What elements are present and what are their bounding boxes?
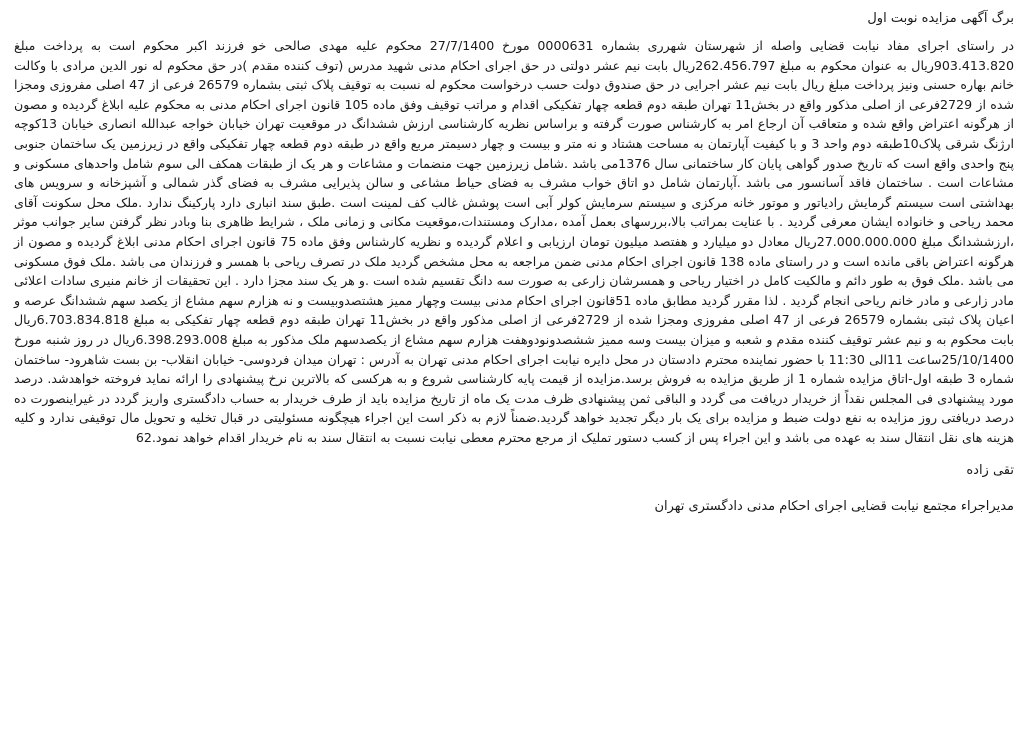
- signature-office: مدیراجراء مجتمع نیابت قضایی اجرای احکام مدنی دادگستری تهران: [654, 499, 1014, 515]
- notice-title: برگ آگهی مزایده نوبت اول: [867, 11, 1014, 26]
- notice-body: در راستای اجرای مفاد نیابت قضایی واصله از شهرستان شهرری بشماره 0000631 مورخ 27/7/1400 محکوم علیه مهدی صالحی خو فرزند اکبر محکوم است به پرداخت مبلغ 903.413.820ریال به عنوان محکوم به مبلغ 262.456.797ریال بابت نیم عشر دولتی در حق اجرای احکام مدنی شهید مدرس (توف کننده مقدم )در حق محکوم له نور الدین مرادی با وکالت خانم بهاره حسنی ونیز پرداخت مبلغ ریال بابت نیم عشر اجرایی در حق صندوق دولت حسب درخواست محکوم له نسبت به توقیف پلاک ثبتی بشماره 26579 فرعی از 47 اصلی مفروزی ومجزا شده از 2729فرعی از اصلی مذکور واقع در بخش11 تهران طبقه دوم قطعه چهار تفکیکی اقدام و مراتب توقیف وفق ماده 105 قانون اجرای احکام مدنی به محکوم علیه ابلاغ گردیده و مصون از هرگونه اعتراض واقع شده و متعاقب آن ارجاع امر به کارشناس صورت گرفته و براساس نظریه کارشناسی ارزش ششدانگ در موقعیت تهران خیابان خواجه عبدالله انصاری خیابان 13کوچه ارژنگ شرقی پلاک10طبقه دوم واحد 3 و با کیفیت آپارتمان به مساحت هشتاد و نه متر و بیست و چهار دسیمتر مربع واقع در طبقه دوم قطعه چهار تفکیکی واقع در زیرزمین یک ساختمان جنوبی پنج واحدی واقع است که تاریخ صدور گواهی پایان کار ساختمانی سال 1376می باشد .شامل زیرزمین جهت منضمات و مشاعات و هر یک از طبقات همکف الی سوم شامل واحدهای مسکونی و مشاعات است . ساختمان فاقد آسانسور می باشد .آپارتمان شامل دو اتاق خواب مشرف به فضای حیاط مشاعی و سالن پذیرایی مشرف به فضای گذر شمالی و آشپزخانه و سرویس های بهداشتی است سیستم گرمایش رادیاتور و موتور خانه مرکزی و سیستم سرمایش کولر آبی است پوشش غالب کف لمینت است .طبق سند انباری دارد پارکینگ ندارد .ملک محل سکونت آقای محمد ریاحی و خانواده ایشان معرفی گردید . با عنایت بمراتب بالا،بررسهای بعمل آمده ،مدارک ومستندات،موقعیت مکانی و زمانی ملک ، شرایط ظاهری بنا وبادر نظر گرفتن سایر جوانب موثر ،ارزششدانگ مبلغ 27.000.000.000ریال معادل دو میلیارد و هفتصد میلیون تومان ارزیابی و اعلام گردیده و نظریه کارشناس وفق ماده 75 قانون اجرای احکام مدنی ابلاغ گردیده و مصون از هرگونه اعتراض باقی مانده است و در راستای ماده 138 قانون اجرای احکام مدنی ضمن مراجعه به محل مشخص گردید ملک در تصرف ریاحی با همسر و فرزندان می باشد .ملک فوق مسکونی می باشد .ملک فوق به طور دائم و مالکیت کامل در اختیار ریاحی و همسرشان زارعی به صورت سه دانگ تقسیم شده است .و هر یک سند مجزا دارد . این تحقیقات از خانم منیری سادات اعلائی مادر زارعی و مادر خانم ریاحی انجام گردید . لذا مقرر گردید مطابق ماده 51قانون اجرای احکام مدنی بیست وچهار ممیز هشتصدوبیست و نه هزارم سهم مشاع از یکصد سهم ششدانگ عرصه و اعیان پلاک ثبتی بشماره 26579 فرعی از 47 اصلی مفروزی ومجزا شده از 2729فرعی از اصلی مذکور واقع در بخش11 تهران طبقه دوم قطعه چهار تفکیکی به مبلغ 6.703.834.818ریال بابت محکوم به و نیم عشر توقیف کننده مقدم و شعبه و میزان بیست وسه ممیز ششصدونودوهفت هزارم سهم مشاع از یکصدسهم ملک مذکور به مبلغ 6.398.293.008ریال در روز شنبه مورخ 25/10/1400ساعت 11الی 11:30 با حضور نماینده محترم دادستان در محل دایره نیابت اجرای احکام مدنی تهران به آدرس : تهران میدان فردوسی- خیابان انقلاب- بن بست شاهرود- ساختمان شماره 3 طبقه اول-اتاق مزایده شماره 1 از طریق مزایده به فروش برسد.مزایده از قیمت پایه کارشناسی شروع و به هرکسی که بالاترین نرخ پیشنهادی را ارائه نماید فروخته خواهدشد. درصد مورد پیشنهادی فی المجلس نقداً از خریدار دریافت می گردد و الباقی ثمن پیشنهادی ظرف مدت یک ماه از تاریخ مزایده باید از طرف خریدار به حساب دادگستری واریز گردد در غیراینصورت ده درصد دریافتی روز مزایده به نفع دولت ضبط و مزایده برای یک بار دیگر تجدید خواهد گردید.ضمناً لازم به ذکر است این اجراء هیچگونه مسئولیتی در قبال تخلیه و تحویل مال توقیفی ندارد و کلیه هزینه های نقل انتقال سند به عهده می باشد و این اجراء پس از کسب دستور تملیک از مرجع محترم معطی نیابت نسبت به انتقال سند به نام خریدار اقدام خواهد نمود.62: [14, 38, 1015, 445]
- signature-name: تقی زاده: [966, 463, 1014, 479]
